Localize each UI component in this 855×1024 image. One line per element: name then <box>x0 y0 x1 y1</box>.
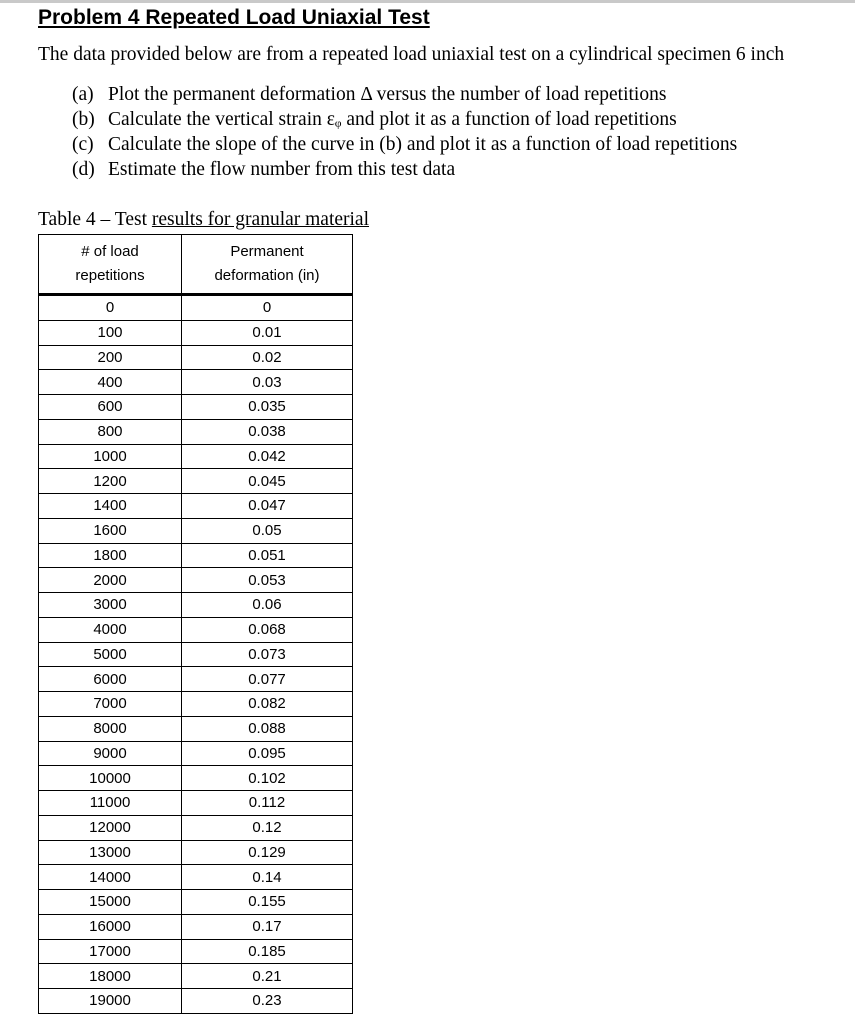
task-tag: (b) <box>72 109 95 130</box>
task-text: Estimate the flow number from this test data <box>108 159 456 180</box>
table-row <box>39 320 353 345</box>
table-caption-underlined: results for granular material <box>151 209 370 230</box>
table-row <box>39 419 353 444</box>
table-row <box>39 469 353 494</box>
cell-repetitions: 600 <box>39 395 182 420</box>
cell-repetitions: 4000 <box>39 617 182 642</box>
table-row <box>39 964 353 989</box>
table-row <box>39 295 353 321</box>
table-caption <box>38 209 369 231</box>
table-row <box>39 568 353 593</box>
cell-repetitions: 200 <box>39 345 182 370</box>
task-item <box>72 107 737 132</box>
cell-deformation: 0.155 <box>182 890 353 915</box>
cell-repetitions: 15000 <box>39 890 182 915</box>
table-row <box>39 667 353 692</box>
cell-deformation: 0.045 <box>182 469 353 494</box>
table-body <box>39 295 353 1014</box>
cell-deformation: 0.112 <box>182 791 353 816</box>
table-row <box>39 494 353 519</box>
cell-repetitions: 14000 <box>39 865 182 890</box>
header-deformation <box>182 235 353 295</box>
table-row <box>39 370 353 395</box>
table-row <box>39 543 353 568</box>
table-row <box>39 716 353 741</box>
task-tag: (c) <box>72 134 94 155</box>
cell-repetitions: 800 <box>39 419 182 444</box>
cell-deformation: 0.042 <box>182 444 353 469</box>
cell-deformation: 0.03 <box>182 370 353 395</box>
table-row <box>39 890 353 915</box>
cell-deformation: 0.068 <box>182 617 353 642</box>
table-row <box>39 518 353 543</box>
table-row <box>39 741 353 766</box>
table-row <box>39 617 353 642</box>
cell-deformation: 0.035 <box>182 395 353 420</box>
cell-repetitions: 9000 <box>39 741 182 766</box>
cell-repetitions: 2000 <box>39 568 182 593</box>
cell-repetitions: 7000 <box>39 692 182 717</box>
table-row <box>39 692 353 717</box>
cell-deformation: 0.077 <box>182 667 353 692</box>
cell-deformation: 0.14 <box>182 865 353 890</box>
cell-deformation: 0.21 <box>182 964 353 989</box>
cell-deformation: 0.05 <box>182 518 353 543</box>
cell-deformation: 0.047 <box>182 494 353 519</box>
header-repetitions-line1: # of load <box>81 243 139 260</box>
table-row <box>39 865 353 890</box>
task-text: Plot the permanent deformation Δ versus the number of load repetitions <box>108 84 667 105</box>
cell-repetitions: 11000 <box>39 791 182 816</box>
cell-deformation: 0.102 <box>182 766 353 791</box>
table-row <box>39 642 353 667</box>
table-row <box>39 593 353 618</box>
cell-repetitions: 100 <box>39 320 182 345</box>
table-row <box>39 766 353 791</box>
cell-deformation: 0.02 <box>182 345 353 370</box>
table-row <box>39 840 353 865</box>
table-row <box>39 345 353 370</box>
table-header-row <box>39 235 353 295</box>
header-deformation-line2: deformation (in) <box>214 267 320 284</box>
table-row <box>39 989 353 1014</box>
header-repetitions <box>39 235 182 295</box>
task-text: Calculate the vertical strain εᵩ and plot it as a function of load repetitions <box>108 109 677 130</box>
cell-deformation: 0.23 <box>182 989 353 1014</box>
task-item <box>72 132 737 157</box>
task-item <box>72 82 737 107</box>
table-row <box>39 914 353 939</box>
task-tag: (d) <box>72 159 95 180</box>
cell-deformation: 0.051 <box>182 543 353 568</box>
task-list <box>72 82 737 182</box>
results-table <box>38 234 353 1014</box>
cell-repetitions: 16000 <box>39 914 182 939</box>
cell-repetitions: 1000 <box>39 444 182 469</box>
cell-repetitions: 12000 <box>39 815 182 840</box>
cell-deformation: 0.17 <box>182 914 353 939</box>
cell-repetitions: 17000 <box>39 939 182 964</box>
table-row <box>39 791 353 816</box>
cell-repetitions: 10000 <box>39 766 182 791</box>
cell-repetitions: 1600 <box>39 518 182 543</box>
cell-repetitions: 13000 <box>39 840 182 865</box>
task-item <box>72 157 737 182</box>
cell-deformation: 0.01 <box>182 320 353 345</box>
cell-repetitions: 18000 <box>39 964 182 989</box>
problem-intro: The data provided below are from a repeated load uniaxial test on a cylindrical specimen 6 inch <box>38 44 785 65</box>
cell-deformation: 0.129 <box>182 840 353 865</box>
cell-repetitions: 0 <box>39 295 182 321</box>
table-caption-prefix: Table 4 – Test <box>38 209 152 230</box>
table-row <box>39 815 353 840</box>
cell-deformation: 0.073 <box>182 642 353 667</box>
table-row <box>39 939 353 964</box>
cell-repetitions: 6000 <box>39 667 182 692</box>
cell-deformation: 0.185 <box>182 939 353 964</box>
page-top-border <box>0 0 855 3</box>
cell-repetitions: 1200 <box>39 469 182 494</box>
table-row <box>39 444 353 469</box>
cell-repetitions: 19000 <box>39 989 182 1014</box>
cell-repetitions: 1400 <box>39 494 182 519</box>
cell-deformation: 0.088 <box>182 716 353 741</box>
cell-repetitions: 3000 <box>39 593 182 618</box>
task-text: Calculate the slope of the curve in (b) and plot it as a function of load repetitions <box>108 134 738 155</box>
task-tag: (a) <box>72 84 94 105</box>
cell-repetitions: 400 <box>39 370 182 395</box>
header-repetitions-line2: repetitions <box>75 267 145 284</box>
cell-deformation: 0.06 <box>182 593 353 618</box>
table-row <box>39 395 353 420</box>
cell-deformation: 0.12 <box>182 815 353 840</box>
cell-repetitions: 8000 <box>39 716 182 741</box>
cell-deformation: 0.038 <box>182 419 353 444</box>
cell-deformation: 0 <box>182 295 353 321</box>
cell-deformation: 0.082 <box>182 692 353 717</box>
cell-repetitions: 1800 <box>39 543 182 568</box>
header-deformation-line1: Permanent <box>230 243 304 260</box>
cell-deformation: 0.095 <box>182 741 353 766</box>
problem-title: Problem 4 Repeated Load Uniaxial Test <box>38 6 430 29</box>
cell-deformation: 0.053 <box>182 568 353 593</box>
cell-repetitions: 5000 <box>39 642 182 667</box>
